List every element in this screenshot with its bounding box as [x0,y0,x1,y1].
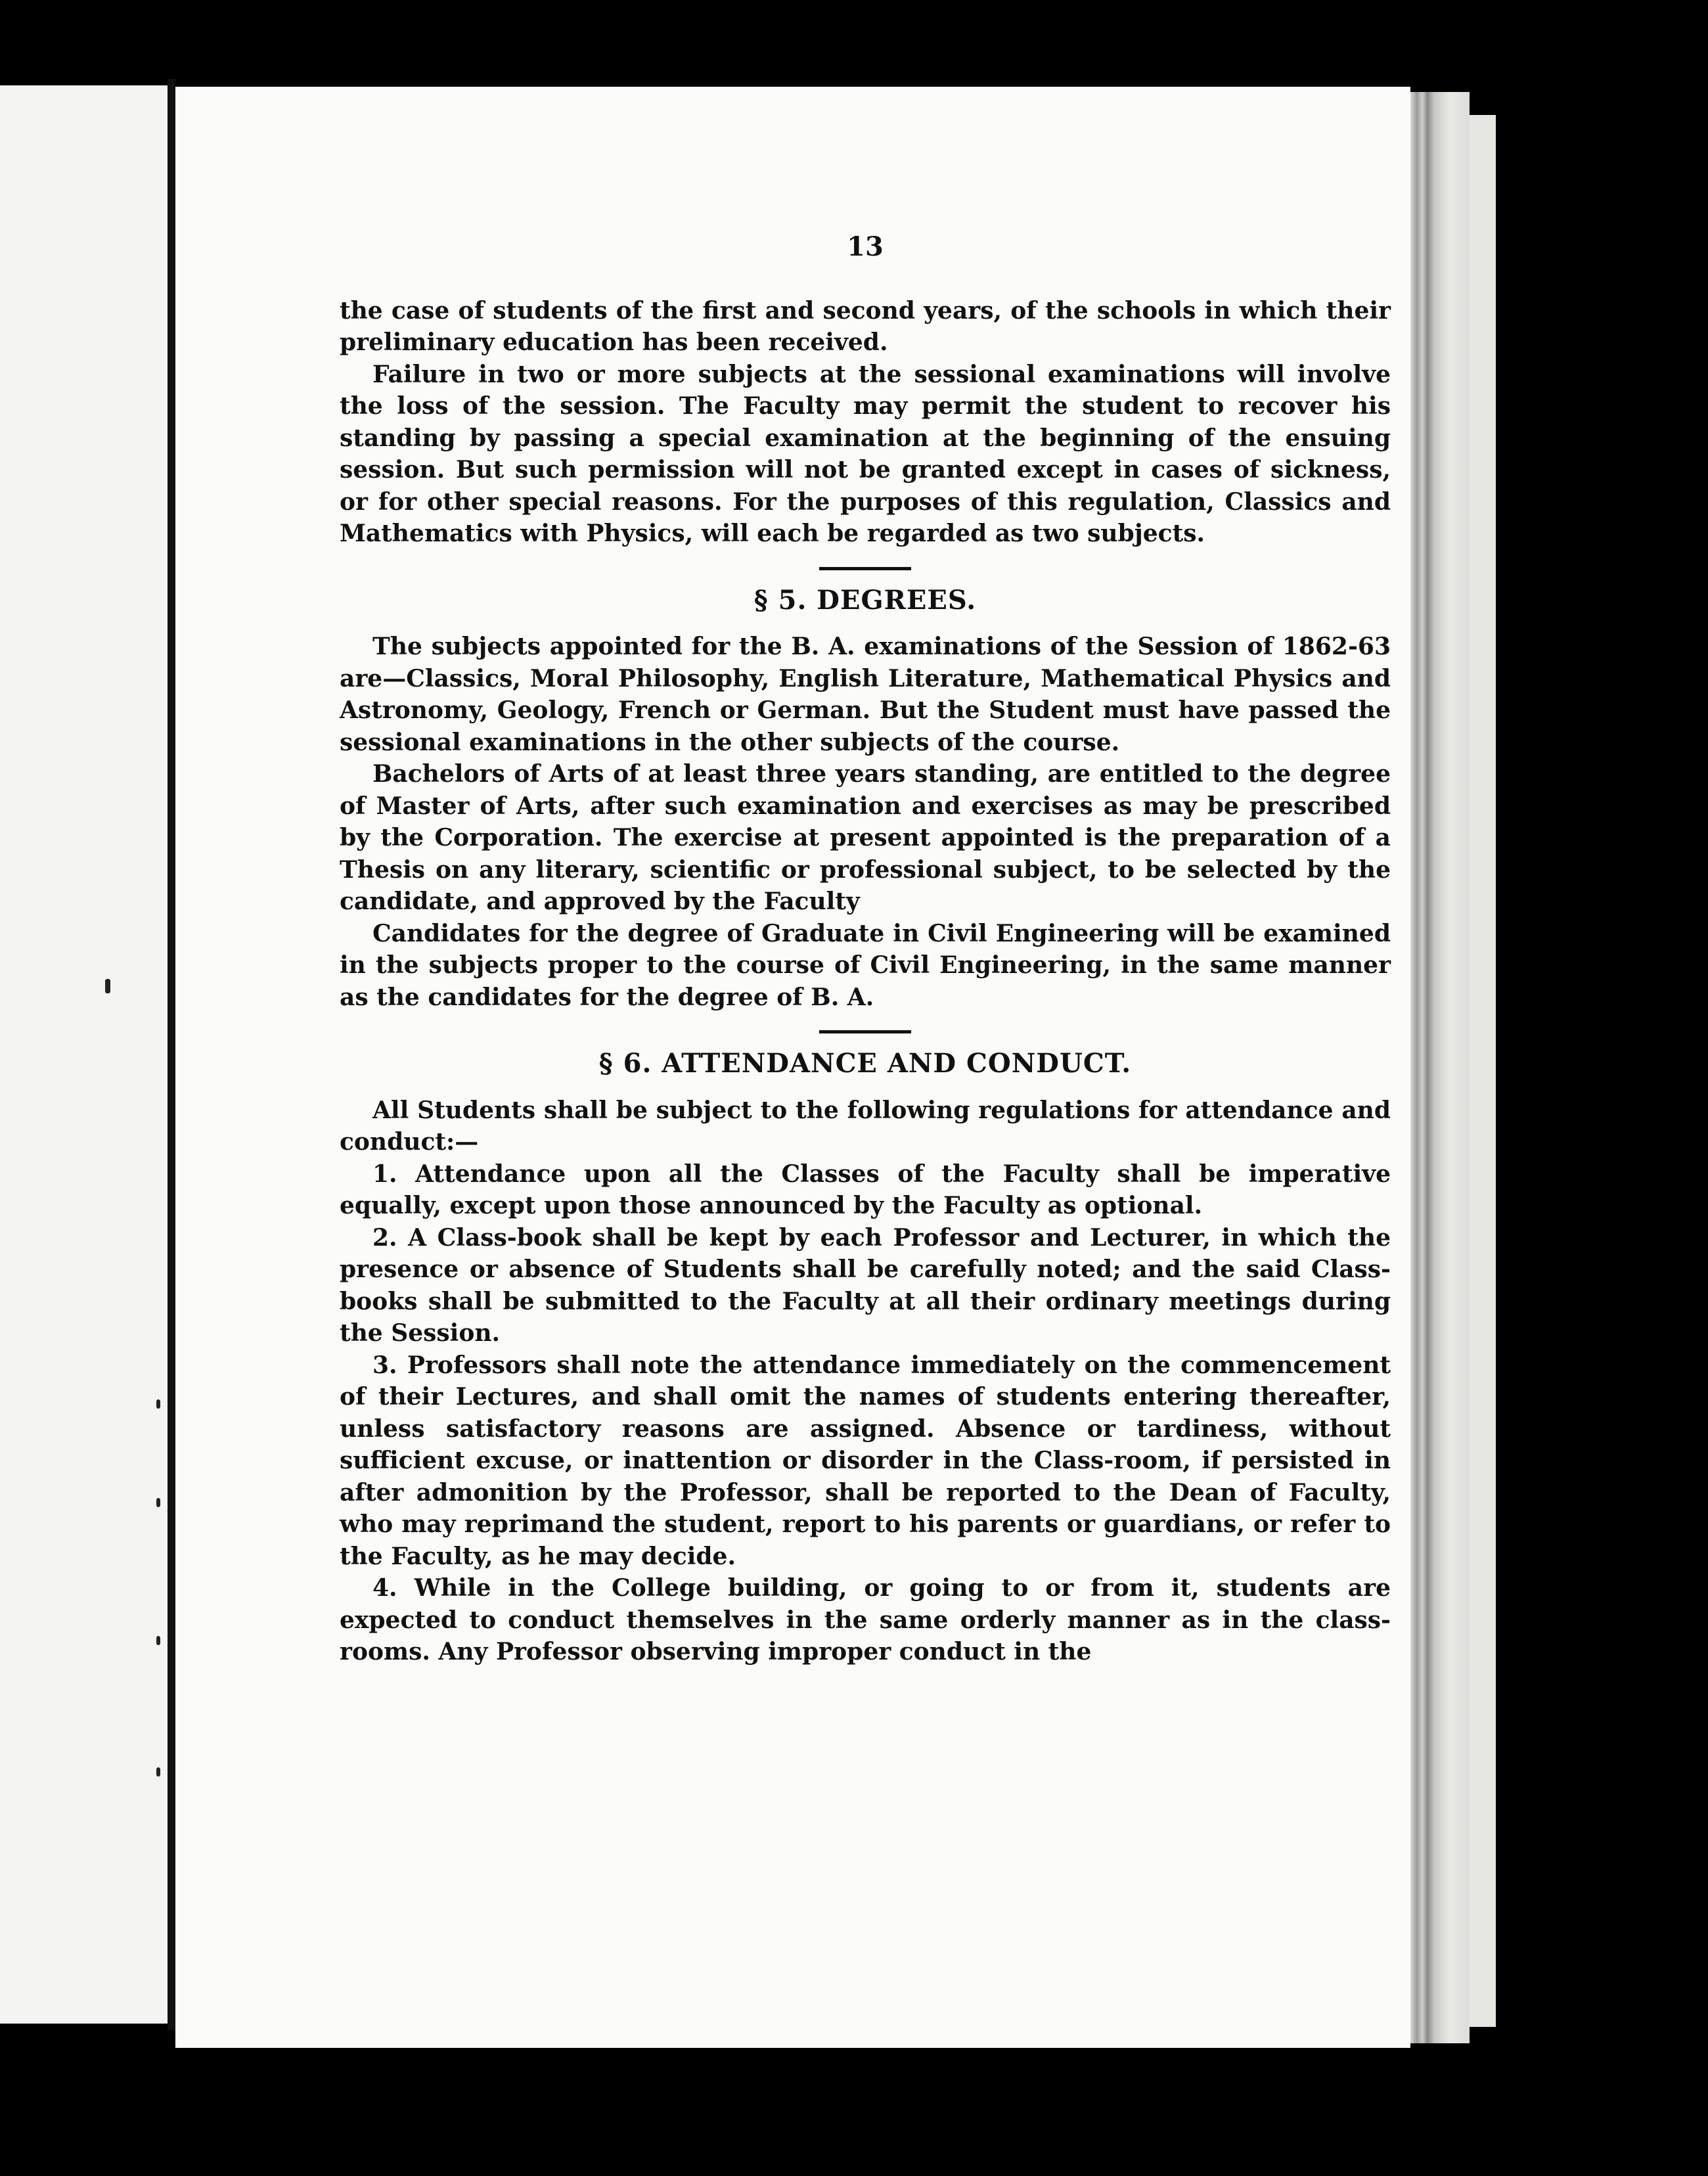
page-text-block [340,231,1391,1668]
paragraph: Bachelors of Arts of at least three years standing, are entitled to the degree of Master of Arts, after such examination and exercises as may be prescribed by the Corporation. The exercise at present appointed is the preparation of a Thesis on any literary, scientific or professional subject, to be selected by the candidate, and approved by the Faculty [340,760,1391,915]
paragraph: 1. Attendance upon all the Classes of the Faculty shall be imperative equally, except upon those announced by the Faculty as optional. [340,1160,1391,1219]
paragraph: 2. A Class-book shall be kept by each Professor and Lecturer, in which the presence or absence of Students shall be carefully noted; and the said Class-books shall be submitted to the Faculty at all their ordinary meetings during the Session. [340,1223,1391,1347]
paragraph: All Students shall be subject to the following regulations for attendance and conduct:— [340,1096,1391,1156]
ink-speck [156,1399,160,1409]
scanned-page [175,87,1410,2048]
ink-speck [156,1636,160,1645]
ink-speck [156,1498,160,1507]
section-divider [819,567,911,570]
paragraph: 3. Professors shall note the attendance immediately on the commencement of their Lectures, and shall omit the names of students entering thereafter, unless satisfactory reasons are assigned. Absence or tardiness, without sufficient excuse, or inattention or disorder in the Class-room, if persisted in after admonition by the Professor, shall be reported to the Dean of Faculty, who may reprimand the student, report to his parents or guardians, or refer to the Faculty, as he may decide. [340,1351,1391,1570]
book-gutter [168,79,175,2030]
page-stack-edges [1470,115,1496,2027]
section-divider [819,1030,911,1033]
paragraph: Failure in two or more subjects at the sessional examinations will involve the loss of the session. The Faculty may permit the student to recover his standing by passing a special examination at the beginning of the ensuing session. But such permission will not be granted except in cases of sickness, or for other special reasons. For the purposes of this regulation, Classics and Mathematics with Physics, will each be regarded as two subjects. [340,360,1391,547]
section-heading-degrees: § 5. DEGREES. [753,584,977,616]
ink-speck [156,1767,160,1777]
page-number: 13 [847,231,884,262]
paragraph: the case of students of the first and second years, of the schools in which their preliminary education has been received. [340,296,1391,356]
page-stack-edges [1410,92,1470,2043]
paragraph: 4. While in the College building, or going to or from it, students are expected to conduct themselves in the same orderly manner as in the class-rooms. Any Professor observing improper conduct in the [340,1574,1391,1666]
facing-page-edge [0,85,168,2024]
paragraph: The subjects appointed for the B. A. examinations of the Session of 1862-63 are—Classics, Moral Philosophy, English Literature, Mathematical Physics and Astronomy, Geology, French or German. But the Student must have passed the sessional examinations in the other subjects of the course. [340,633,1391,756]
paragraph: Candidates for the degree of Graduate in Civil Engineering will be examined in the subjects proper to the course of Civil Engineering, in the same manner as the candidates for the degree of B. A. [340,919,1391,1011]
ink-speck [105,979,110,993]
section-heading-attendance: § 6. ATTENDANCE AND CONDUCT. [598,1048,1132,1079]
